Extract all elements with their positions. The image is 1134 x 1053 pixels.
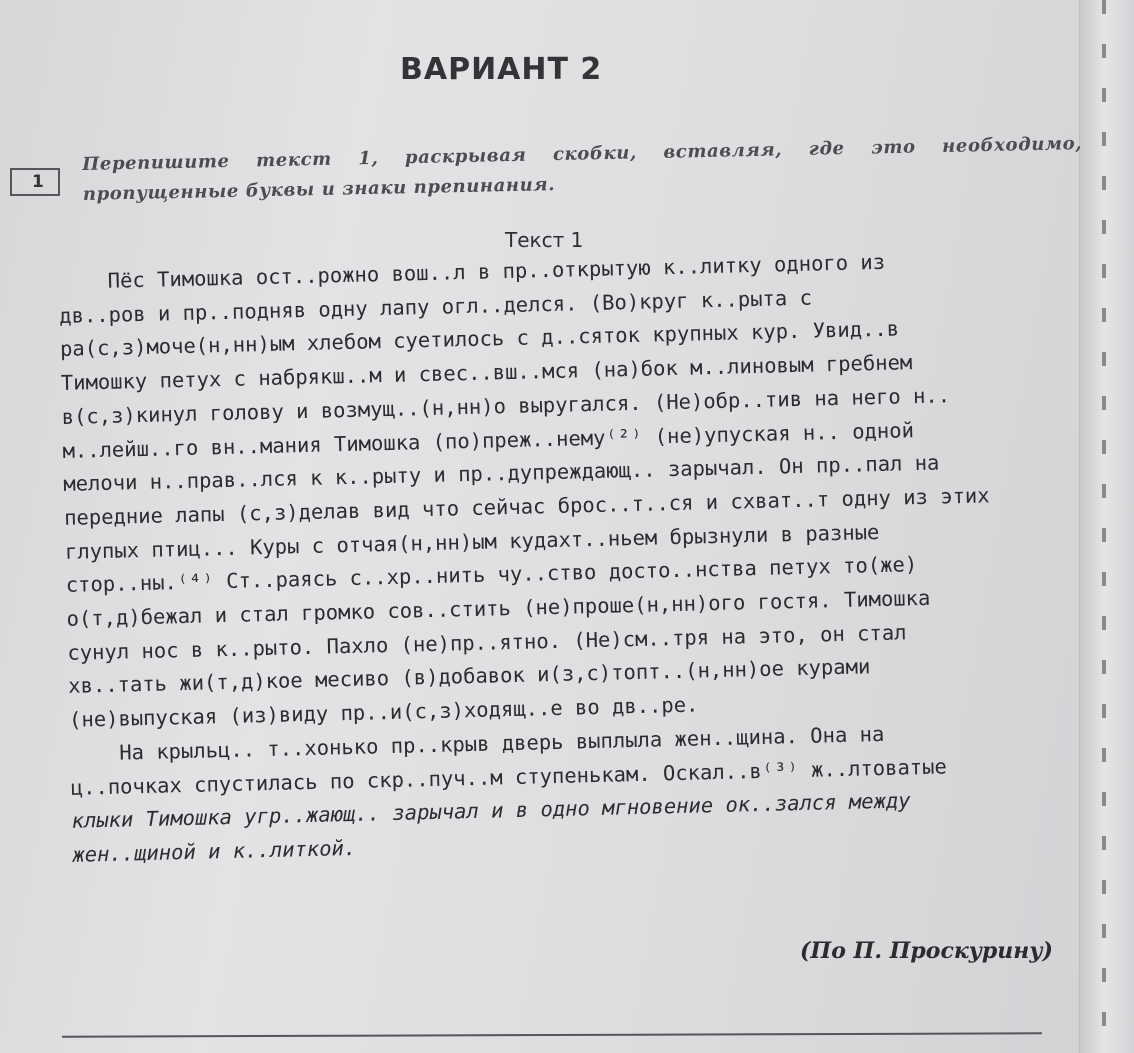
text-line: стор..ны.⁽⁴⁾ Ст..раясь с..хр..нить чу..ство досто..нства петух то(же) — [65, 552, 918, 598]
text-line: жен..щиной и к..литкой. — [72, 835, 357, 867]
task-instruction: Перепишите текст 1, раскрывая скобки, вставляя, где это необходимо, пропущенные буквы и знаки препинания. — [82, 133, 1083, 205]
text-line: о(т,д)бежал и стал громко сов..стить (не)проше(н,нн)ого гостя. Тимошка — [66, 585, 931, 631]
text-line: глупых птиц... Куры с отчая(н,нн)ым кудахт..ньем брызнули в разные — [64, 519, 880, 564]
task-number-box: 1 — [10, 168, 60, 196]
author-attribution: (По П. Проскурину) — [800, 938, 1053, 964]
text-line: сунул нос в к..рыто. Пахло (не)пр..ятно. (Не)см..тря на это, он стал — [67, 620, 907, 665]
text-line: На крыльц.. т..хонько пр..крыв дверь выплыла жен..щина. Она на — [69, 721, 885, 766]
text-line: ц..почках спустилась по скр..пуч..м ступенькам. Оскал..в⁽³⁾ ж..лтоватые — [70, 753, 948, 800]
text-line: в(с,з)кинул голову и возмущ..(н,нн)о выругался. (Не)обр..тив на него н.. — [61, 383, 951, 429]
text-title: Текст 1 — [505, 228, 584, 252]
text-line: дв..ров и пр..подняв одну лапу огл..делся. (Во)круг к..рыта с — [58, 285, 813, 328]
text-line: Тимошку петух с набрякш..м и свес..вш..мся (на)бок м..линовым гребнем — [60, 350, 913, 396]
text-line: Пёс Тимошка ост..рожно вош..л в пр..открытую к..литку одного из — [58, 249, 886, 294]
exercise-text — [58, 240, 1119, 872]
variant-title: ВАРИАНТ 2 — [400, 52, 603, 87]
text-line: клыки Тимошка угр..жающ.. зарычал и в одно мгновение ок..зался между — [71, 788, 911, 834]
text-line: ра(с,з)моче(н,нн)ым хлебом суетилось с д..сяток крупных кур. Увид..в — [59, 316, 900, 362]
text-line: хв..тать жи(т,д)кое месиво (в)добавок и(з,с)топт..(н,нн)ое курами — [67, 654, 871, 699]
text-line: м..лейш..го вн..мания Тимошка (по)преж..нему⁽²⁾ (не)упуская н.. одной — [62, 417, 915, 463]
text-line: мелочи н..прав..лся к к..рыту и пр..дупреждающ.. зарычал. Он пр..пал на — [63, 450, 940, 497]
text-line: передние лапы (с,з)делав вид что сейчас брос..т..ся и схват..т одну из этих — [63, 483, 990, 530]
text-line: (не)выпуская (из)виду пр..и(с,з)ходящ..е во дв..ре. — [68, 692, 699, 733]
